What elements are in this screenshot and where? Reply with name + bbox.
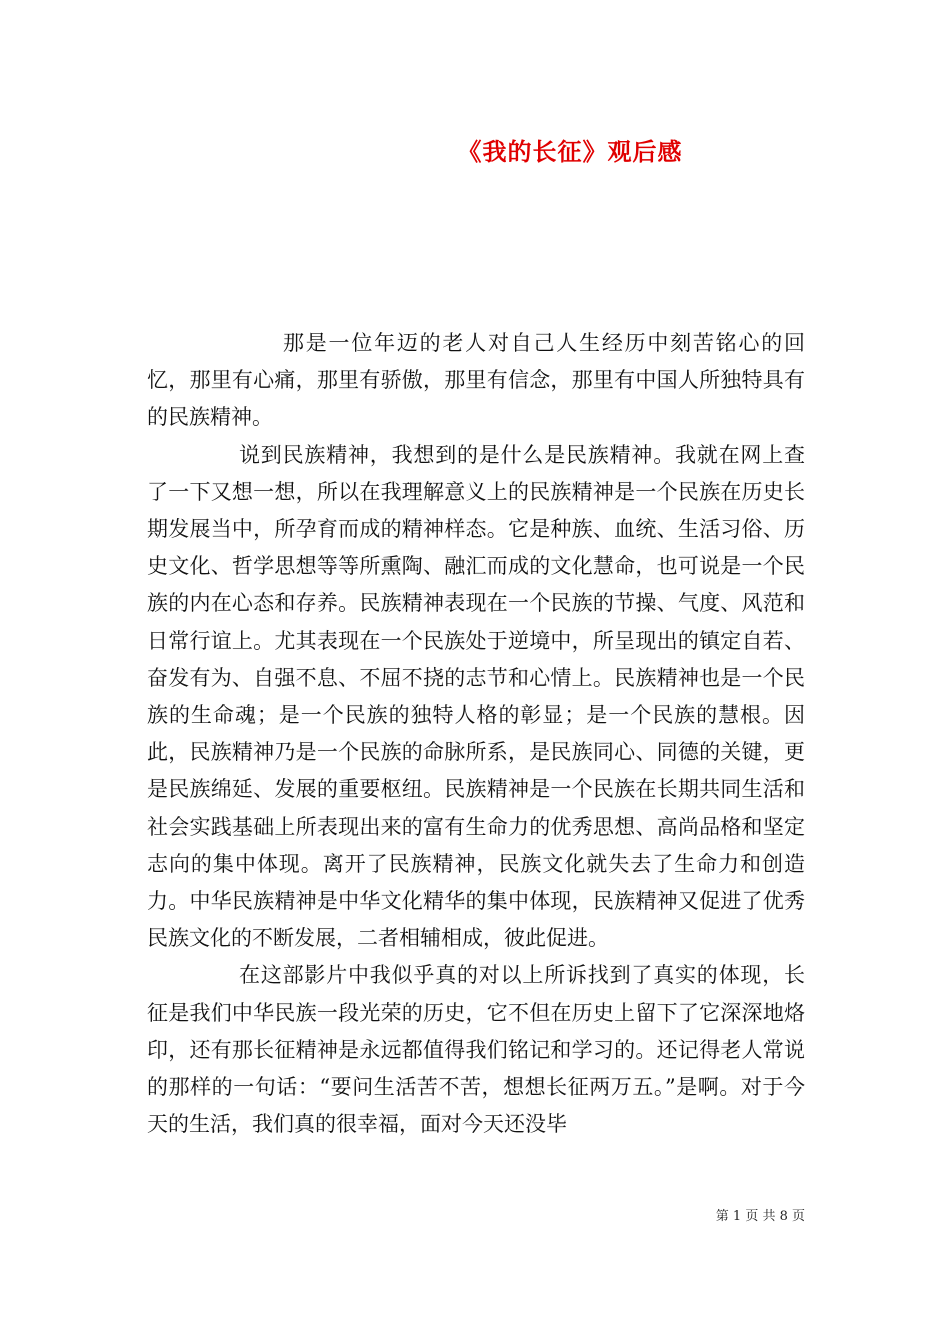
page-number: 第 1 页 共 8 页 bbox=[715, 1209, 805, 1224]
paragraph-2: 说到民族精神，我想到的是什么是民族精神。我就在网上查了一下又想一想，所以在我理解意义上的民族精神是一个民族在历史长期发展当中，所孕育而成的精神样态。它是种族、血统、生活习俗、历史文化、哲学思想等等所熏陶、融汇而成的文化慧命，也可说是一个民族的内在心态和存养。民族精神表现在一个民族的节操、气度、风范和日常行谊上。尤其表现在一个民族处于逆境中，所呈现出的镇定自若、奋发有为、自强不息、不屈不挠的志节和心情上。民族精神也是一个民族的生命魂；是一个民族的独特人格的彰显；是一个民族的慧根。因此，民族精神乃是一个民族的命脉所系，是民族同心、同德的关键，更是民族绵延、发展的重要枢纽。民族精神是一个民族在长期共同生活和社会实践基础上所表现出来的富有生命力的优秀思想、高尚品格和坚定志向的集中体现。离开了民族精神，民族文化就失去了生命力和创造力。中华民族精神是中华文化精华的集中体现，民族精神又促进了优秀民族文化的不断发展，二者相辅相成，彼此促进。 bbox=[147, 442, 805, 951]
page-title: 《我的长征》观后感 bbox=[457, 137, 683, 166]
document-body bbox=[147, 325, 805, 1143]
paragraph-3: 在这部影片中我似乎真的对以上所诉找到了真实的体现，长征是我们中华民族一段光荣的历史，它不但在历史上留下了它深深地烙印，还有那长征精神是永远都值得我们铭记和学习的。还记得老人常说的那样的一句话：“要问生活苦不苦，想想长征两万五。”是啊。对于今天的生活，我们真的很幸福，面对今天还没毕 bbox=[147, 963, 805, 1137]
paragraph-1: 那是一位年迈的老人对自己人生经历中刻苦铭心的回忆，那里有心痛，那里有骄傲，那里有信念，那里有中国人所独特具有的民族精神。 bbox=[147, 331, 805, 430]
